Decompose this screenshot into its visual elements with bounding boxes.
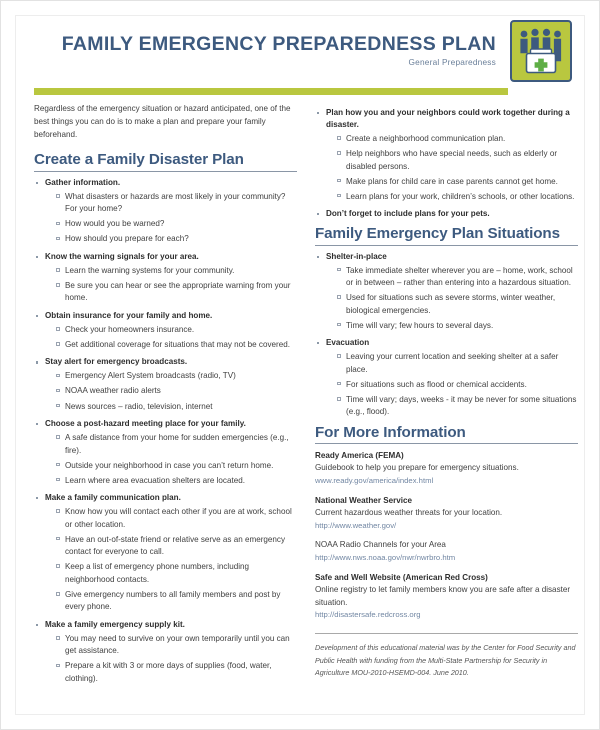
checkbox-item: Be sure you can hear or see the appropriate warning from your home. (56, 280, 297, 305)
document-header (16, 16, 584, 94)
checkbox-item: Emergency Alert System broadcasts (radio, TV) (56, 370, 297, 383)
section-title-plan-situations: Family Emergency Plan Situations (315, 225, 578, 245)
sub-list (315, 133, 578, 203)
checkbox-item: Give emergency numbers to all family members and post by every phone. (56, 589, 297, 614)
checkbox-item: Learn the warning systems for your community. (56, 265, 297, 278)
sub-list (315, 265, 578, 333)
page-subtitle: General Preparedness (408, 57, 496, 68)
checkbox-item: Used for situations such as severe storms, winter weather, biological emergencies. (337, 292, 578, 317)
checkbox-item: A safe distance from your home for sudden emergencies (e.g., fire). (56, 432, 297, 457)
resource-link[interactable]: www.ready.gov/america/index.html (315, 475, 434, 485)
resource-name: Ready America (FEMA) (315, 451, 404, 461)
resource-entry (315, 450, 578, 487)
checkbox-item: Time will vary; few hours to several days. (337, 320, 578, 333)
list-item (34, 251, 297, 305)
checkbox-item: NOAA weather radio alerts (56, 385, 297, 398)
item-heading: Choose a post-hazard meeting place for your family. (34, 418, 297, 430)
item-heading: Shelter-in-place (315, 251, 578, 263)
checkbox-item: Keep a list of emergency phone numbers, including neighborhood contacts. (56, 561, 297, 586)
sub-list (34, 370, 297, 413)
resource-name: Safe and Well Website (American Red Cross) (315, 572, 488, 582)
list-item (34, 310, 297, 352)
checkbox-item: Leaving your current location and seeking shelter at a safer place. (337, 351, 578, 376)
resource-description: Online registry to let family members know you are safe after a disaster situation. (315, 585, 571, 607)
checkbox-item: Prepare a kit with 3 or more days of supplies (food, water, clothing). (56, 660, 297, 685)
checkbox-item: How would you be warned? (56, 218, 297, 231)
checkbox-item: Help neighbors who have special needs, such as elderly or disabled persons. (337, 148, 578, 173)
resource-name: National Weather Service (315, 495, 413, 505)
page-border (15, 15, 585, 715)
sub-list (34, 265, 297, 305)
resource-entry (315, 572, 578, 621)
resource-link[interactable]: http://www.weather.gov/ (315, 520, 397, 530)
resource-name: NOAA Radio Channels for your Area (315, 540, 446, 550)
checkbox-item: Know how you will contact each other if you are at work, school or other location. (56, 506, 297, 531)
resource-link[interactable]: http://www.nws.noaa.gov/nwr/nwrbro.htm (315, 553, 456, 562)
checkbox-item: For situations such as flood or chemical accidents. (337, 379, 578, 392)
item-heading: Stay alert for emergency broadcasts. (34, 356, 297, 368)
item-heading: Know the warning signals for your area. (34, 251, 297, 263)
header-accent-bar (34, 88, 508, 95)
checkbox-item: Get additional coverage for situations that may not be covered. (56, 339, 297, 352)
checkbox-item: News sources – radio, television, internet (56, 401, 297, 414)
checkbox-item: Outside your neighborhood in case you can’t return home. (56, 460, 297, 473)
item-heading: Gather information. (34, 177, 297, 189)
checkbox-item: Create a neighborhood communication plan. (337, 133, 578, 146)
item-heading: Don’t forget to include plans for your pets. (315, 208, 578, 220)
sub-list (34, 191, 297, 246)
item-heading: Make a family emergency supply kit. (34, 619, 297, 631)
list-item (34, 418, 297, 487)
sub-list (34, 324, 297, 352)
sub-list (34, 633, 297, 686)
sub-list (34, 506, 297, 614)
checkbox-item: Check your homeowners insurance. (56, 324, 297, 337)
list-item (315, 107, 578, 203)
create-plan-list (34, 177, 297, 686)
list-item (315, 208, 578, 220)
page-title: FAMILY EMERGENCY PREPAREDNESS PLAN (61, 33, 496, 55)
checkbox-item: Make plans for child care in case parents cannot get home. (337, 176, 578, 189)
list-item (34, 492, 297, 614)
checkbox-item: Time will vary; days, weeks - it may be never for some situations (e.g., flood). (337, 394, 578, 419)
checkbox-item: How should you prepare for each? (56, 233, 297, 246)
header-titles (34, 34, 566, 67)
list-item (315, 337, 578, 419)
checkbox-item: You may need to survive on your own temporarily until you can get assistance. (56, 633, 297, 658)
list-item (34, 619, 297, 686)
resources-list (315, 450, 578, 621)
family-first-aid-kit-icon (510, 20, 572, 82)
checkbox-item: Learn where area evacuation shelters are located. (56, 475, 297, 488)
resource-description: Guidebook to help you prepare for emergency situations. (315, 463, 519, 473)
resource-entry (315, 495, 578, 532)
resource-description: Current hazardous weather threats for your location. (315, 508, 503, 517)
intro-paragraph: Regardless of the emergency situation or hazard anticipated, one of the best things you can do is to make a plan and prepare your family beforehand. (34, 104, 291, 140)
section-title-more-information: For More Information (315, 424, 578, 444)
left-column (34, 102, 297, 690)
content-columns (16, 94, 584, 690)
checkbox-item: Take immediate shelter wherever you are – home, work, school or in between – rather than entering into a hazardous situation. (337, 265, 578, 290)
list-item (34, 177, 297, 246)
sub-list (34, 432, 297, 487)
checkbox-item: Have an out-of-state friend or relative serve as an emergency contact for everyone to call. (56, 534, 297, 559)
item-heading: Plan how you and your neighbors could work together during a disaster. (315, 107, 578, 131)
section-title-create-plan: Create a Family Disaster Plan (34, 151, 297, 171)
checkbox-item: What disasters or hazards are most likely in your community? For your home? (56, 191, 297, 216)
resource-entry (315, 539, 578, 563)
resource-link[interactable]: http://disastersafe.redcross.org (315, 610, 421, 620)
list-item (34, 356, 297, 413)
item-heading: Evacuation (315, 337, 578, 349)
footnote-credit: Development of this educational material was by the Center for Food Security and Public Health with funding from the Multi-State Partnership for Security in Agriculture MOU-2010-HSEMD-004. June 2010. (315, 633, 578, 680)
checkbox-item: Learn plans for your work, children’s schools, or other locations. (337, 191, 578, 204)
situations-list (315, 251, 578, 419)
sub-list (315, 351, 578, 419)
right-column (315, 102, 578, 690)
item-heading: Make a family communication plan. (34, 492, 297, 504)
item-heading: Obtain insurance for your family and home. (34, 310, 297, 322)
create-plan-list-continued (315, 107, 578, 220)
list-item (315, 251, 578, 333)
